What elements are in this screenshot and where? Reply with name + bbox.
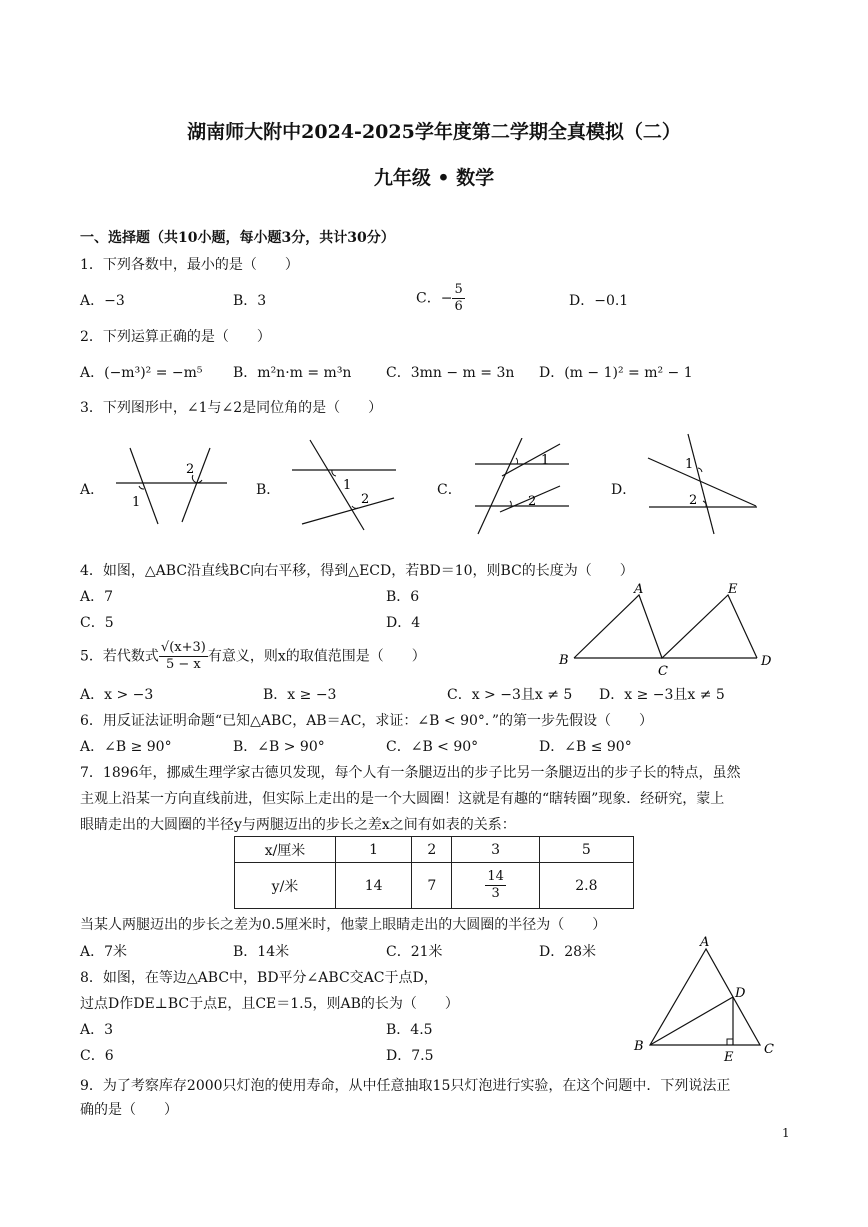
q7-table-x-header: x/厘米 (235, 837, 336, 863)
q5-fraction (159, 640, 208, 673)
q8-line-1: 8．如图，在等边△ABC中，BD平分∠ABC交AC于点D， (80, 970, 438, 986)
q6-option-c: C．∠B < 90° (386, 739, 479, 755)
q1-option-d: D．−0.1 (569, 293, 629, 309)
q7-line-1: 7．1896年，挪威生理学家古德贝发现，每个人有一条腿迈出的步子比另一条腿迈出的步子长的特点，虽然 (80, 765, 741, 781)
q7-table-y-4: 2.8 (539, 863, 633, 909)
q4-label-e: E (728, 582, 738, 597)
q5-stem (80, 640, 426, 673)
q1-fraction (452, 282, 464, 315)
q7-line-3: 眼睛走出的大圆圈的半径y与两腿迈出的步长之差x之间有如表的关系： (80, 817, 516, 833)
q8-label-d: D (735, 986, 746, 1001)
q9-line-1: 9．为了考察库存2000只灯泡的使用寿命，从中任意抽取15只灯泡进行实验，在这个问题中．下列说法正 (80, 1078, 731, 1094)
q7-question: 当某人两腿迈出的步长之差为0.5厘米时，他蒙上眼睛走出的大圆圈的半径为（ ） (80, 917, 607, 933)
q7-option-b: B．14米 (233, 944, 290, 960)
q7-option-d: D．28米 (539, 944, 597, 960)
q2-stem: 2．下列运算正确的是（ ） (80, 329, 271, 345)
q6-option-b: B．∠B > 90° (233, 739, 325, 755)
q3-option-b: B． (256, 482, 281, 498)
q7-table-row-y (235, 863, 634, 909)
q1-option-b: B．3 (233, 293, 267, 309)
q3-figure-b (288, 432, 403, 532)
q7-table-x-2: 2 (412, 837, 452, 863)
page-number: 1 (782, 1126, 790, 1140)
q4-label-c: C (658, 664, 668, 678)
q2-option-a: A．(−m³)² = −m⁵ (80, 365, 203, 381)
section-heading: 一、选择题（共10小题，每小题3分，共计30分） (80, 230, 395, 246)
q5-option-a: A．x > −3 (80, 687, 154, 703)
q7-table-y-2: 7 (412, 863, 452, 909)
q2-option-b: B．m²n·m = m³n (233, 365, 352, 381)
q8-option-b: B．4.5 (386, 1022, 433, 1038)
q7-table-y3-fraction (485, 869, 506, 902)
q7-table-row-x (235, 837, 634, 863)
q1-option-c-prefix: C．− (416, 290, 453, 307)
q7-option-a: A．7米 (80, 944, 128, 960)
q8-option-d: D．7.5 (386, 1048, 434, 1064)
q5-stem-pre: 5．若代数式 (80, 648, 159, 665)
q5-option-c: C．x > −3且x ≠ 5 (447, 687, 573, 703)
q7-table (234, 836, 634, 909)
q4-label-d: D (761, 654, 772, 669)
q3d-angle-1: 1 (685, 457, 694, 472)
q3-figure-c (470, 438, 575, 538)
q7-table-y3-den: 3 (491, 886, 500, 901)
q4-label-b: B (559, 653, 569, 668)
q4-label-a: A (634, 582, 644, 597)
q3-option-d: D． (611, 482, 637, 498)
q8-label-a: A (700, 935, 710, 950)
q1-stem: 1．下列各数中，最小的是（ ） (80, 257, 299, 273)
q1-fraction-num: 5 (454, 282, 463, 297)
q8-line-2: 过点D作DE⊥BC于点E，且CE＝1.5，则AB的长为（ ） (80, 996, 459, 1012)
q1-fraction-den: 6 (454, 299, 463, 314)
q3b-angle-2: 2 (361, 492, 370, 507)
q6-option-d: D．∠B ≤ 90° (539, 739, 632, 755)
q3a-angle-2: 2 (186, 462, 195, 477)
q7-line-2: 主观上沿某一方向直线前进，但实际上走出的是一个大圆圈！这就是有趣的“瞎转圈”现象．经研究，蒙上 (80, 791, 725, 807)
q8-label-c: C (764, 1042, 774, 1057)
q7-table-y3-num: 14 (487, 869, 504, 884)
q5-option-b: B．x ≥ −3 (263, 687, 337, 703)
q5-stem-post: 有意义，则x的取值范围是（ ） (207, 648, 426, 665)
q8-label-e: E (724, 1050, 734, 1063)
q4-option-c: C．5 (80, 615, 114, 631)
q7-table-y-header: y/米 (235, 863, 336, 909)
q3a-angle-1: 1 (132, 495, 141, 510)
q3d-angle-2: 2 (689, 493, 698, 508)
q7-table-x-3: 3 (452, 837, 539, 863)
q5-fraction-den: 5 − x (166, 657, 201, 672)
q8-label-b: B (634, 1039, 644, 1054)
q2-option-c: C．3mn − m = 3n (386, 365, 515, 381)
q1-option-a: A．−3 (80, 293, 125, 309)
q3-option-a: A． (80, 482, 105, 498)
q4-option-d: D．4 (386, 615, 421, 631)
q8-figure (630, 933, 780, 1063)
q7-table-y-1: 14 (336, 863, 412, 909)
q4-option-b: B．6 (386, 589, 420, 605)
page-subtitle: 九年级 • 数学 (373, 167, 495, 189)
q7-table-x-1: 1 (336, 837, 412, 863)
q8-option-a: A．3 (80, 1022, 114, 1038)
q7-table-y-3 (452, 863, 539, 909)
q4-option-a: A．7 (80, 589, 114, 605)
q4-figure (552, 578, 782, 678)
q3b-angle-1: 1 (343, 478, 352, 493)
q3-figure-d (644, 432, 762, 536)
q1-option-c (416, 282, 465, 315)
q5-option-d: D．x ≥ −3且x ≠ 5 (599, 687, 725, 703)
q6-option-a: A．∠B ≥ 90° (80, 739, 172, 755)
q3-option-c: C． (437, 482, 462, 498)
q3-figure-a (112, 438, 232, 528)
q5-fraction-num: √(x+3) (160, 640, 206, 655)
q7-option-c: C．21米 (386, 944, 443, 960)
q2-option-d: D．(m − 1)² = m² − 1 (539, 365, 693, 381)
q9-line-2: 确的是（ ） (80, 1102, 178, 1118)
q7-table-x-4: 5 (539, 837, 633, 863)
page-title: 湖南师大附中2024-2025学年度第二学期全真模拟（二） (187, 121, 681, 143)
q3-stem: 3．下列图形中，∠1与∠2是同位角的是（ ） (80, 400, 383, 416)
q3c-angle-2: 2 (528, 494, 537, 509)
q6-stem: 6．用反证法证明命题“已知△ABC，AB＝AC，求证：∠B < 90°．”的第一步先假设（ ） (80, 713, 654, 729)
q8-option-c: C．6 (80, 1048, 114, 1064)
q3c-angle-1: 1 (541, 453, 550, 468)
q4-stem: 4．如图，△ABC沿直线BC向右平移，得到△ECD，若BD＝10，则BC的长度为（ ） (80, 563, 634, 579)
